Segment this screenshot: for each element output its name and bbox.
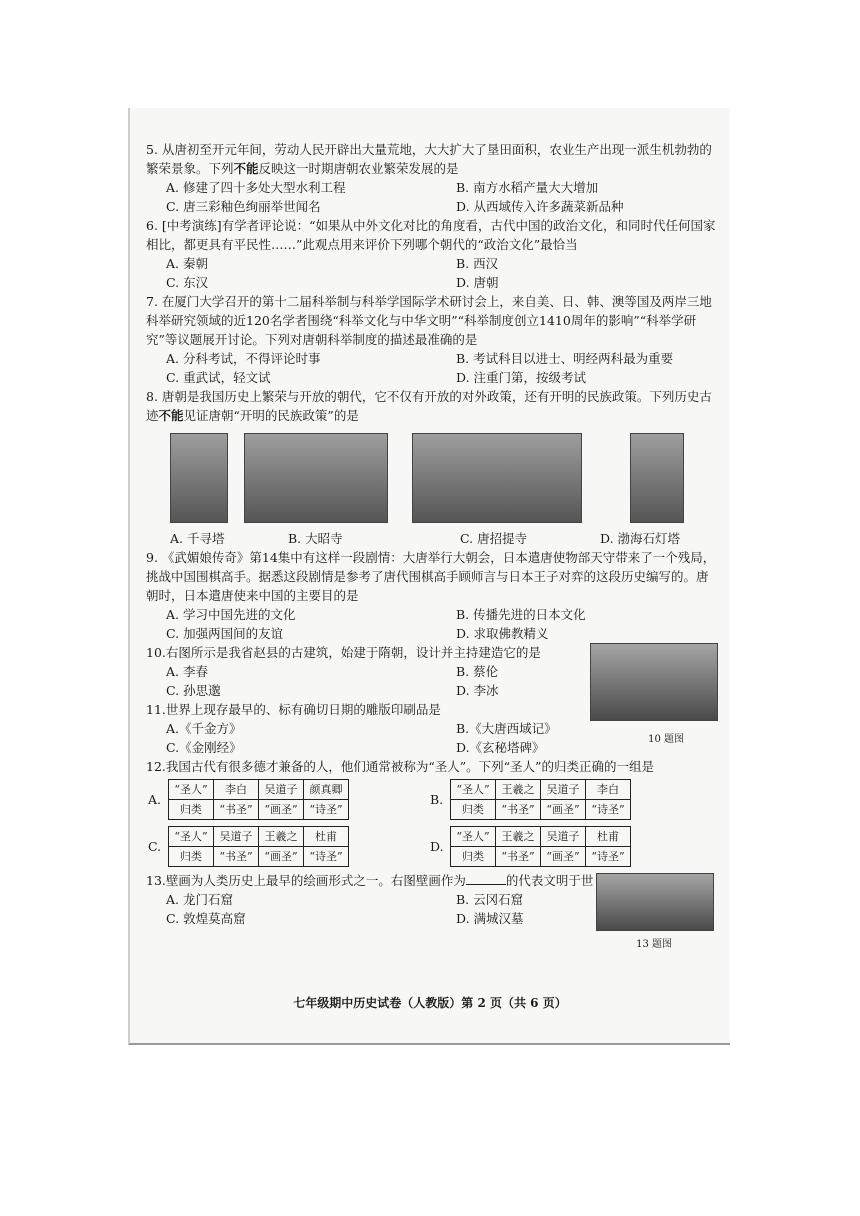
table-cell: 李白 (214, 780, 259, 800)
option-d: D. 渤海石灯塔 (600, 531, 681, 546)
table-cell: 吴道子 (541, 780, 586, 800)
option-d: D. 求取佛教精义 (456, 626, 549, 641)
stem-text: 见证唐朝“开明的民族政策”的是 (183, 408, 359, 423)
option-c: C. 东汉 (166, 275, 209, 290)
question-8 (146, 387, 718, 548)
option-b: B. 大昭寺 (288, 531, 343, 546)
question-5 (146, 140, 718, 216)
table-cell: 颜真卿 (304, 780, 349, 800)
option-c: C. 唐三彩釉色绚丽举世闻名 (166, 199, 321, 214)
option-d: D. 满城汉墓 (456, 911, 524, 926)
question-6 (146, 216, 718, 292)
options (146, 178, 718, 216)
table-cell: 杜甫 (586, 827, 631, 847)
table-cell: 李白 (586, 780, 631, 800)
option-b: B. 蔡伦 (456, 664, 499, 679)
figure-13-caption: 13 题图 (636, 939, 672, 950)
option-a: A. 学习中国先进的文化 (166, 607, 296, 622)
options (146, 349, 718, 387)
options (146, 719, 718, 757)
question-12-stem: 12.我国古代有很多德才兼备的人，他们通常被称为“圣人”。下列“圣人”的归类正确的一组是 (146, 759, 654, 774)
toshodaiji-photo (412, 433, 582, 523)
option-c: C. 重武试，轻文试 (166, 370, 271, 385)
table-cell: “诗圣” (304, 847, 349, 867)
table-cell: “画圣” (541, 800, 586, 820)
table-cell: “书圣” (496, 800, 541, 820)
table-cell: 王羲之 (259, 827, 304, 847)
table-cell: 王羲之 (496, 780, 541, 800)
option-c: C. 敦煌莫高窟 (166, 911, 246, 926)
option-table (168, 826, 349, 867)
option-d: D. 唐朝 (456, 275, 499, 290)
stem-text: 5. 从唐初至开元年间，劳动人民开辟出大量荒地，大大扩大了垦田面积，农业生产出现一派生机勃勃的繁荣景象。下列 (146, 142, 712, 176)
option-c: C.《金刚经》 (166, 740, 242, 755)
table-cell: “圣人” (169, 827, 214, 847)
option-c: C. 唐招提寺 (460, 531, 528, 546)
option-a: A. 李春 (166, 664, 208, 679)
table-cell: 吴道子 (214, 827, 259, 847)
question-8-stem (146, 387, 718, 425)
option-table (450, 826, 631, 867)
question-11-stem: 11.世界上现存最早的、标有确切日期的雕版印刷品是 (146, 702, 441, 717)
question-5-stem (146, 140, 718, 178)
table-cell: 归类 (451, 800, 496, 820)
stem-text: 8. 唐朝是我国历史上繁荣与开放的朝代，它不仅有开放的对外政策，还有开明的民族政策。下列历史古迹 (146, 389, 712, 423)
exam-content (146, 140, 718, 950)
answer-blank (466, 872, 506, 885)
table-cell: 归类 (169, 800, 214, 820)
option-b: B. 传播先进的日本文化 (456, 607, 586, 622)
option-d: D. 注重门第，按级考试 (456, 370, 587, 385)
emphasis-text: 不能 (233, 161, 259, 176)
question-7-stem: 7. 在厦门大学召开的第十二届科举制与科举学国际学术研讨会上，来自美、日、韩、澳等国及两岸三地科举研究领域的近120名学者围绕“科举文化与中华文明”“科举制度创立1410周年的影响”“科举学研究”等议题展开讨论。下列对唐朝科举制度的描述最准确的是 (146, 294, 712, 347)
option-b: B. 云冈石窟 (456, 892, 524, 907)
option-c: C. 孙思邈 (166, 683, 221, 698)
option-d (428, 826, 718, 867)
table-cell: “画圣” (259, 800, 304, 820)
stone-lantern-photo (630, 433, 684, 523)
page-footer: 七年级期中历史试卷（人教版）第 2 页（共 6 页） (293, 996, 567, 1010)
question-7 (146, 292, 718, 387)
table-cell: 归类 (451, 847, 496, 867)
photo-labels (146, 529, 718, 548)
photo-row (146, 433, 718, 523)
table-cell: “书圣” (214, 800, 259, 820)
question-6-stem: 6. [中考演练]有学者评论说：“如果从中外文化对比的角度看，古代中国的政治文化，和同时代任何国家相比，都更具有平民性……”此观点用来评价下列哪个朝代的“政治文化”最恰当 (146, 218, 716, 252)
table-cell: “画圣” (541, 847, 586, 867)
option-label: A. (148, 792, 162, 807)
question-11 (146, 700, 718, 757)
table-cell: 吴道子 (541, 827, 586, 847)
option-table (168, 779, 349, 820)
table-cell: “书圣” (496, 847, 541, 867)
temple-photo (244, 433, 388, 523)
table-cell: “诗圣” (586, 800, 631, 820)
table-cell: “圣人” (169, 780, 214, 800)
option-c (146, 826, 428, 867)
pagoda-photo (170, 433, 228, 523)
table-cell: “书圣” (214, 847, 259, 867)
stem-text: 的代表文明于世 (505, 873, 594, 888)
option-a (146, 779, 428, 820)
option-a: A. 龙门石窟 (166, 892, 233, 907)
table-cell: “圣人” (451, 780, 496, 800)
question-10 (146, 643, 718, 700)
question-13 (146, 871, 718, 950)
option-b: B. 考试科目以进士、明经两科最为重要 (456, 351, 674, 366)
table-cell: “诗圣” (586, 847, 631, 867)
option-a: A.《千金方》 (166, 721, 242, 736)
table-cell: 杜甫 (304, 827, 349, 847)
table-cell: 归类 (169, 847, 214, 867)
stem-text: 反映这一时期唐朝农业繁荣发展的是 (258, 161, 459, 176)
option-b (428, 779, 718, 820)
options (146, 254, 718, 292)
option-tables (146, 779, 718, 867)
question-9-stem: 9. 《武媚娘传奇》第14集中有这样一段剧情：大唐举行大朝会，日本遣唐使物部天守带来了一个残局，挑战中国围棋高手。据悉这段剧情是参考了唐代围棋高手顾师言与日本王子对弈的这段历史编写的。唐朝时，日本遣唐使来中国的主要目的是 (146, 550, 716, 603)
option-d: D.《玄秘塔碑》 (456, 740, 545, 755)
option-b: B.《大唐西域记》 (456, 721, 557, 736)
option-a: A. 修建了四十多处大型水利工程 (166, 180, 346, 195)
table-cell: “诗圣” (304, 800, 349, 820)
table-cell: 王羲之 (496, 827, 541, 847)
options (146, 605, 718, 643)
table-cell: “画圣” (259, 847, 304, 867)
option-label: D. (430, 839, 444, 854)
figure-10-caption: 10 题图 (648, 734, 684, 745)
table-cell: “圣人” (451, 827, 496, 847)
option-b: B. 西汉 (456, 256, 499, 271)
option-b: B. 南方水稻产量大大增加 (456, 180, 599, 195)
option-a: A. 千寻塔 (170, 531, 225, 546)
option-table (450, 779, 631, 820)
question-10-stem: 10.右图所示是我省赵县的古建筑，始建于隋朝，设计并主持建造它的是 (146, 645, 541, 660)
question-12 (146, 757, 718, 867)
question-9 (146, 548, 718, 643)
stem-text: 13.壁画为人类历史上最早的绘画形式之一。右图壁画作为 (146, 873, 466, 888)
option-d: D. 李冰 (456, 683, 499, 698)
question-13-stem (146, 871, 601, 890)
option-c: C. 加强两国间的友谊 (166, 626, 284, 641)
option-label: B. (430, 792, 444, 807)
option-label: C. (148, 839, 162, 854)
table-cell: 吴道子 (259, 780, 304, 800)
option-d: D. 从西域传入许多蔬菜新品种 (456, 199, 624, 214)
emphasis-text: 不能 (158, 408, 184, 423)
option-a: A. 秦朝 (166, 256, 208, 271)
mural-photo (596, 873, 714, 931)
option-a: A. 分科考试，不得评论时事 (166, 351, 321, 366)
